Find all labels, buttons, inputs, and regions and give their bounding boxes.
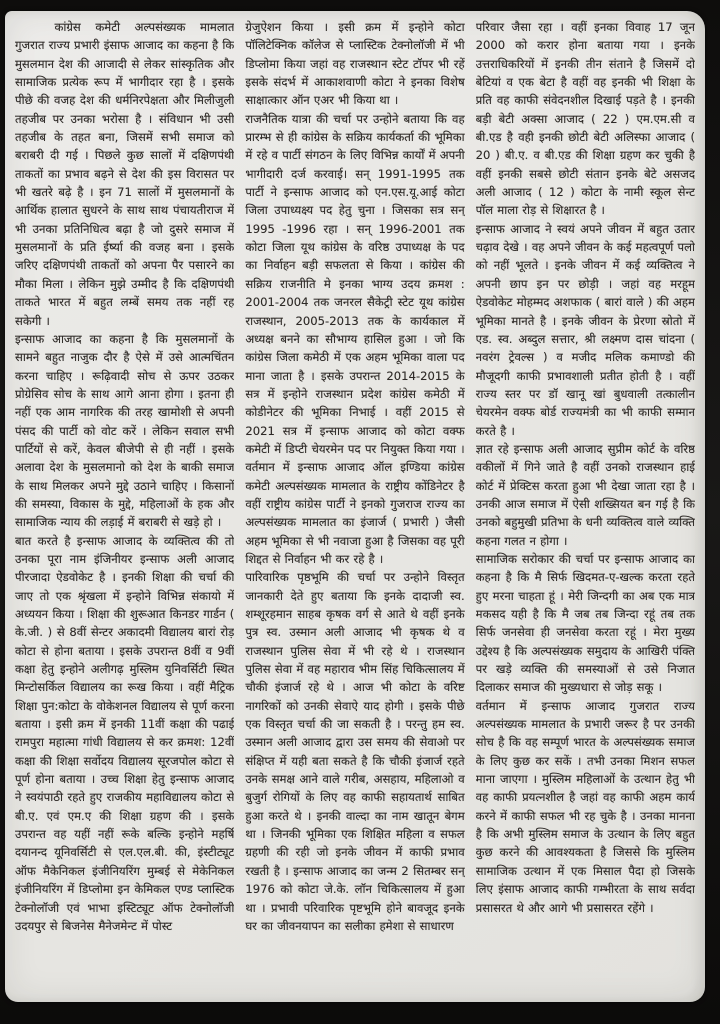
article-page	[5, 11, 705, 1002]
paragraph-education-continued: ग्रेजुऐशन किया । इसी क्रम में इन्होने कोटा पॉलिटेक्निक कॉलेज से प्लास्टिक टेक्नोलॉजी में भी डिप्लोमा किया जहां वह राजस्थान स्टेट टॉपर भी रहें इसके संदर्भ में आकाशवाणी कोटा ने इनका विशेष साक्षात्कार ऑन एअर भी किया था ।	[245, 20, 465, 108]
paragraph-family-background: पारिवारिक पृष्ठभूमि की चर्चा पर उन्होने विस्तृत जानकारी देते हुए बताया कि इनके दादाजी स्व. शम्शूरहमान साहब कृषक वर्ग से आते थे वहीं इनके पुत्र स्व. उस्मान अली आजाद भी कृषक थे व राजस्थान पुलिस सेवा में भी रहे थे । राजस्थान पुलिस सेवा में वह महाराव भीम सिंह चिकित्सालय में चौकी इंजार्ज रहे थे । आज भी कोटा के वरिष्ट नागरिकों को उनकी सेवाऐ याद होगी । इसके पीछे एक विस्तृत चर्चा की जा सकती है । परन्तु हम स्व. उस्मान अली आजाद द्वारा उस समय की सेवाओ पर संक्षिप्त में यही बता सकते है कि चौकी इंजार्ज रहते उनके समक्ष आने वाले गरीब, असहाय, महिलाओ व बुजुर्ग रोगियों के लिए वह काफी सहायतार्थ साबित हुआ करते थे । इनकी वाल्दा का नाम खातून बेगम था । जिनकी भूमिका एक शिक्षित महिला व सफल ग्रहणी की रही जो इनके जीवन में काफी प्रभाव रखती है । इन्साफ आजाद का जन्म 2 सितम्बर सन् 1976 को कोटा जे.के. लॉन चिकित्सालय में हुआ था । प्रभावी परिवारिक पृष्टभूमि होने बावजूद इनके घर का जीवनयापन का सलीका हमेशा से साधारण	[245, 570, 465, 933]
article-column-2	[245, 18, 464, 996]
paragraph-political-journey: राजनैतिक यात्रा की चर्चा पर उन्होने बताया कि वह प्रारम्भ से ही कांग्रेस के सक्रिय कार्यकर्ता की भूमिका में रहे व पार्टी संगठन के लिए विभिन्न कार्यों में अपनी भागीदारी दर्ज करवाई। सन् 1991-1995 तक पार्टी ने इन्साफ आजाद को एन.एस.यू.आई कोटा जिला उपाध्यक्ष्य पद हेतु चुना । जिसका सत्र सन् 1995 -1996 रहा । सन् 1996-2001 तक कोटा जिला यूथ कांग्रेस के वरिष्ठ उपाध्यक्ष के पद का निर्वाहन बड़ी सफलता से किया । कांग्रेस की सक्रिय राजनीति मे इनका भाग्य उदय क्रमश : 2001-2004 तक जनरल सैकेट्री स्टेट यूथ कांग्रेस राजस्थान, 2005-2013 तक के कार्यकाल में अध्यक्ष बनने का सौभाग्य हासिल हुआ । जो कि कांग्रेस जिला कमेठी में एक अहम भूमिका वाला पद माना जाता है । इसके उपरान्त 2014-2015 के सत्र में इन्होने राजस्थान प्रदेश कांग्रेस कमेठी में कोडीनेटर की भूमिका निभाई । वहीं 2015 से 2021 सत्र में इन्साफ आजाद को कोटा वक्फ कमेटी में डिप्टी चेयरमेन पद पर नियुक्त किया गया । वर्तमान में इन्साफ आजाद ऑल इण्डिया कांग्रेस कमेटी अल्पसंख्यक मामलात के राष्ट्रीय कोंडिनेटर है वहीं राष्ट्रीय कांग्रेस पार्टी ने इनको गुजराज राज्य का अल्पसंख्यक मामलात का इंजार्ज ( प्रभारी ) जैसी अहम भूमिका से भी नवाजा हुआ है जिसका वह पूरी शिद्दत से निर्वाहन भी कर रहे है ।	[245, 111, 465, 566]
paragraph-social-mission: सामाजिक सरोकार की चर्चा पर इन्साफ आजाद का कहना है कि मै सिर्फ खिदमत-ए-खल्क करता रहते हुए मरना चाहता हूं । मेरी जिन्दगी का अब एक मात्र मकसद यही है कि मै जब तब जिन्दा रहूं तब तक सिर्फ जनसेवा ही जनसेवा करता रहूं । मेरा मुख्य उद्देश्य है कि अल्पसंख्यक समुदाय के आखिरी पंक्ति पर खड़े व्यक्ति की समस्याओं से उसे निजात दिलाकर समाज की मुख्यधारा से जोड़ सकू ।	[475, 551, 695, 695]
paragraph-education: बात करते है इन्साफ आजाद के व्यक्तित्व की तो उनका पूरा नाम इंजिनीयर इन्साफ अली आजाद पीरजादा ऐडवोकेट है । इनकी शिक्षा की चर्चा की जाए तो एक श्रृंखला में इन्होने विभिन्न संकायो में अध्ययन किया । शिक्षा की शुरूआत किनडर गार्डन ( के.जी. ) से 8वीं सेन्टर अकादमी विद्यालय बारां रोड़ कोटा से होना बताया । इसके उपरान्त 8वीं व 9वीं कक्षा हेतु इन्होने अलीगढ़ मुस्लिम युनिवर्सिटी स्थित मिन्टोसर्किल विद्यालय का रूख किया । वहीं मैट्रिक शिक्षा पुन:कोटा के वोकेशनल विद्यालय से पूर्ण करना बताया । इसी क्रम में इनकी 11वीं कक्षा की पढाई रामपुरा महात्मा गांधी विद्यालय से कर क्रमश: 12वीं कक्षा की शिक्षा सर्वोदय विद्यालय सूरजपोल कोटा से पूर्ण होना बताया । उच्च शिक्षा हेतु इन्साफ आजाद ने स्वयंपाठी रहते हुए राजकीय महाविद्यालय कोटा से बी.ए. एवं एम.ए की शिक्षा ग्रहण की । इसके उपरान्त वह यहीं नहीं रूके बल्कि इन्होने महर्षि दयानन्द यूनिवर्सिटी से एल.एल.बी. की, इंस्टीट्यूट ऑफ मैकेनिकल इंजीनियरिंग मुम्बई से मेकेनिकल इंजीनियरिंग में डिप्लोमा इन केमिकल एण्ड प्लास्टिक टेक्नोलॉजी एवं भाभा इस्टिट्यूट ऑफ टेक्नोलॉजी उदयपुर से बिजनेस मैनेजमेन्ट में पोस्ट	[15, 533, 235, 933]
article-column-3	[476, 18, 695, 996]
article-column-1	[15, 18, 234, 996]
paragraph-advice: इन्साफ आजाद का कहना है कि मुसलमानों के सामने बहुत नाजुक दौर है ऐसे में उसे आत्मचिंतन करना चाहिए । रूढ़िवादी सोच से ऊपर उठकर प्रोग्रेसिव सोच के साथ आगे आना होगा । इतना ही नहीं एक आम नागरिक की तरह खामोशी से अपनी पंसद की पार्टी को वोट करें । लेकिन सवाल सभी पार्टियों से करें, केवल बीजेपी से ही नहीं । इसके अलावा देश के मुसलमानो को देश के बाकी समाज के साथ मिलकर अपने मुद्दे उठाने चाहिए । किसानों की समस्या, विकास के मुद्दे, महिलाओं के हक और सामाजिक न्याय की लड़ाई में बराबरी से खड़े हो ।	[15, 331, 235, 530]
paragraph-current-role: वर्तमान में इन्साफ आजाद गुजरात राज्य अल्पसंख्यक मामलात के प्रभारी जरूर है पर उनकी सोच है कि वह सम्पूर्ण भारत के अल्पसंख्यक समाज के लिए कुछ कर सकें । तभी उनका मिशन सफल माना जाएगा । मुस्लिम महिलाओं के उत्थान हेतु भी वह काफी प्रयत्नशील है जहां वह काफी अहम कार्य करने में काफी सफल भी रह चुके है । उनका मानना है कि अभी मुस्लिम समाज के उत्थान के लिए बहुत कुछ करने की आवश्यकता है जिससे कि मुस्लिम सामाजिक उत्थान में एक मिसाल पैदा हो जिसके लिए इंसाफ आजाद काफी गम्भीरता के साथ सर्वदा प्रसासरत थे और आगे भी प्रसासरत रहेंगे ।	[475, 698, 695, 915]
paragraph-inspirations: इन्साफ आजाद ने स्वयं अपने जीवन में बहुत उतार चढ़ाव देखे । वह अपने जीवन के कई महत्वपूर्ण पलो को नहीं भूलते । इनके जीवन में कई व्यक्तित्व ने अपनी छाप इन पर छोड़ी । जहां वह मरहूम ऐडवोकेट मोहम्मद अशफाक ( बारां वाले ) की अहम भूमिका मानते है । इनके जीवन के प्रेरणा स्रोतो में एड. स्व. अब्दुल सत्तार, श्री लक्ष्मण दास चांदना ( नवरंग ट्रेवल्स ) व मजीद मलिक कमाण्डो की मौजूदगी काफी प्रभावशाली प्रतीत होती है । वहीं राज्य स्तर पर डॉ खानू खां बुधवाली तत्कालीन चेयरमेन वक्फ बोर्ड राज्यमंत्री का भी काफी सम्मान करते है ।	[475, 221, 695, 438]
article-columns	[15, 18, 695, 996]
paragraph-family-continued: परिवार जैसा रहा । वहीं इनका विवाह 17 जून 2000 को करार होना बताया गया । इनके उत्तराधिकरियों में इनकी तीन संताने है जिसमें दो बेटियां व एक बेटा है वहीं वह इनकी भी शिक्षा के प्रति वह काफी संवेदनशील दिखाई पड़ते है । इनकी बड़ी बेटी अक्सा आजाद ( 22 ) एम.एम.सी व बी.एड है वही इनकी छोटी बेटी अलिस्फा आजाद ( 20 ) बी.ए. व बी.एड की शिक्षा ग्रहण कर चुकी है वहीं इनकी सबसे छोटी संतान इनके बेटे असजद अली आजाद ( 12 ) कोटा के नामी स्कूल सेन्ट पॉल माला रोड़ से शिक्षारत है ।	[475, 20, 695, 218]
paragraph-legal-career: ज्ञात रहे इन्साफ अली आजाद सुप्रीम कोर्ट के वरिष्ठ वकीलों में गिने जाते है वहीं उनको राजस्थान हाई कोर्ट में प्रेक्टिस करता हुआ भी देखा जाता रहा है । उनकी आज समाज में ऐसी शख्सियत बन गई है कि उनको बहुमुखी प्रतिभा के धनी व्यक्तित्व वाले व्यक्ति कहना गलत न होगा ।	[475, 441, 695, 548]
paragraph-intro: कांग्रेस कमेटी अल्पसंख्यक मामलात गुजरात राज्य प्रभारी इंसाफ आजाद का कहना है कि मुसलमान देश की आजादी से लेकर सांस्कृतिक और सामाजिक प्रत्येक रूप में भागीदार रहा है । इसके पीछे की वजह देश की धर्मनिरपेक्षता और मिलीजुली तहजीब पर उनका भरोसा है । संविधान भी उसी तहजीब के तहत बना, जिसमें सभी समाज को बराबरी दी गई । पिछले कुछ सालों में दक्षिणपंथी ताकतों का प्रभाव बढ़ने से देश की इस विरासत पर भी खतरे बढ़े है । इन 71 सालों में मुसलमानों के आर्थिक हालात सुधरने के साथ साथ पंचायतीराज में भी उनका प्रतिनिधित्व बढ़ा है जो दुसरे समाज में मुसलमानों के प्रति ईर्ष्या की वजह बना । इसके जरिए दक्षिणपंथी ताकतों को अपना पैर पसारने का मौका मिला । लेकिन मुझे उम्मीद है कि दक्षिणपंथी ताकते भारत में बहुत लम्बें समय तक नहीं रह सकेगी ।	[15, 20, 235, 328]
